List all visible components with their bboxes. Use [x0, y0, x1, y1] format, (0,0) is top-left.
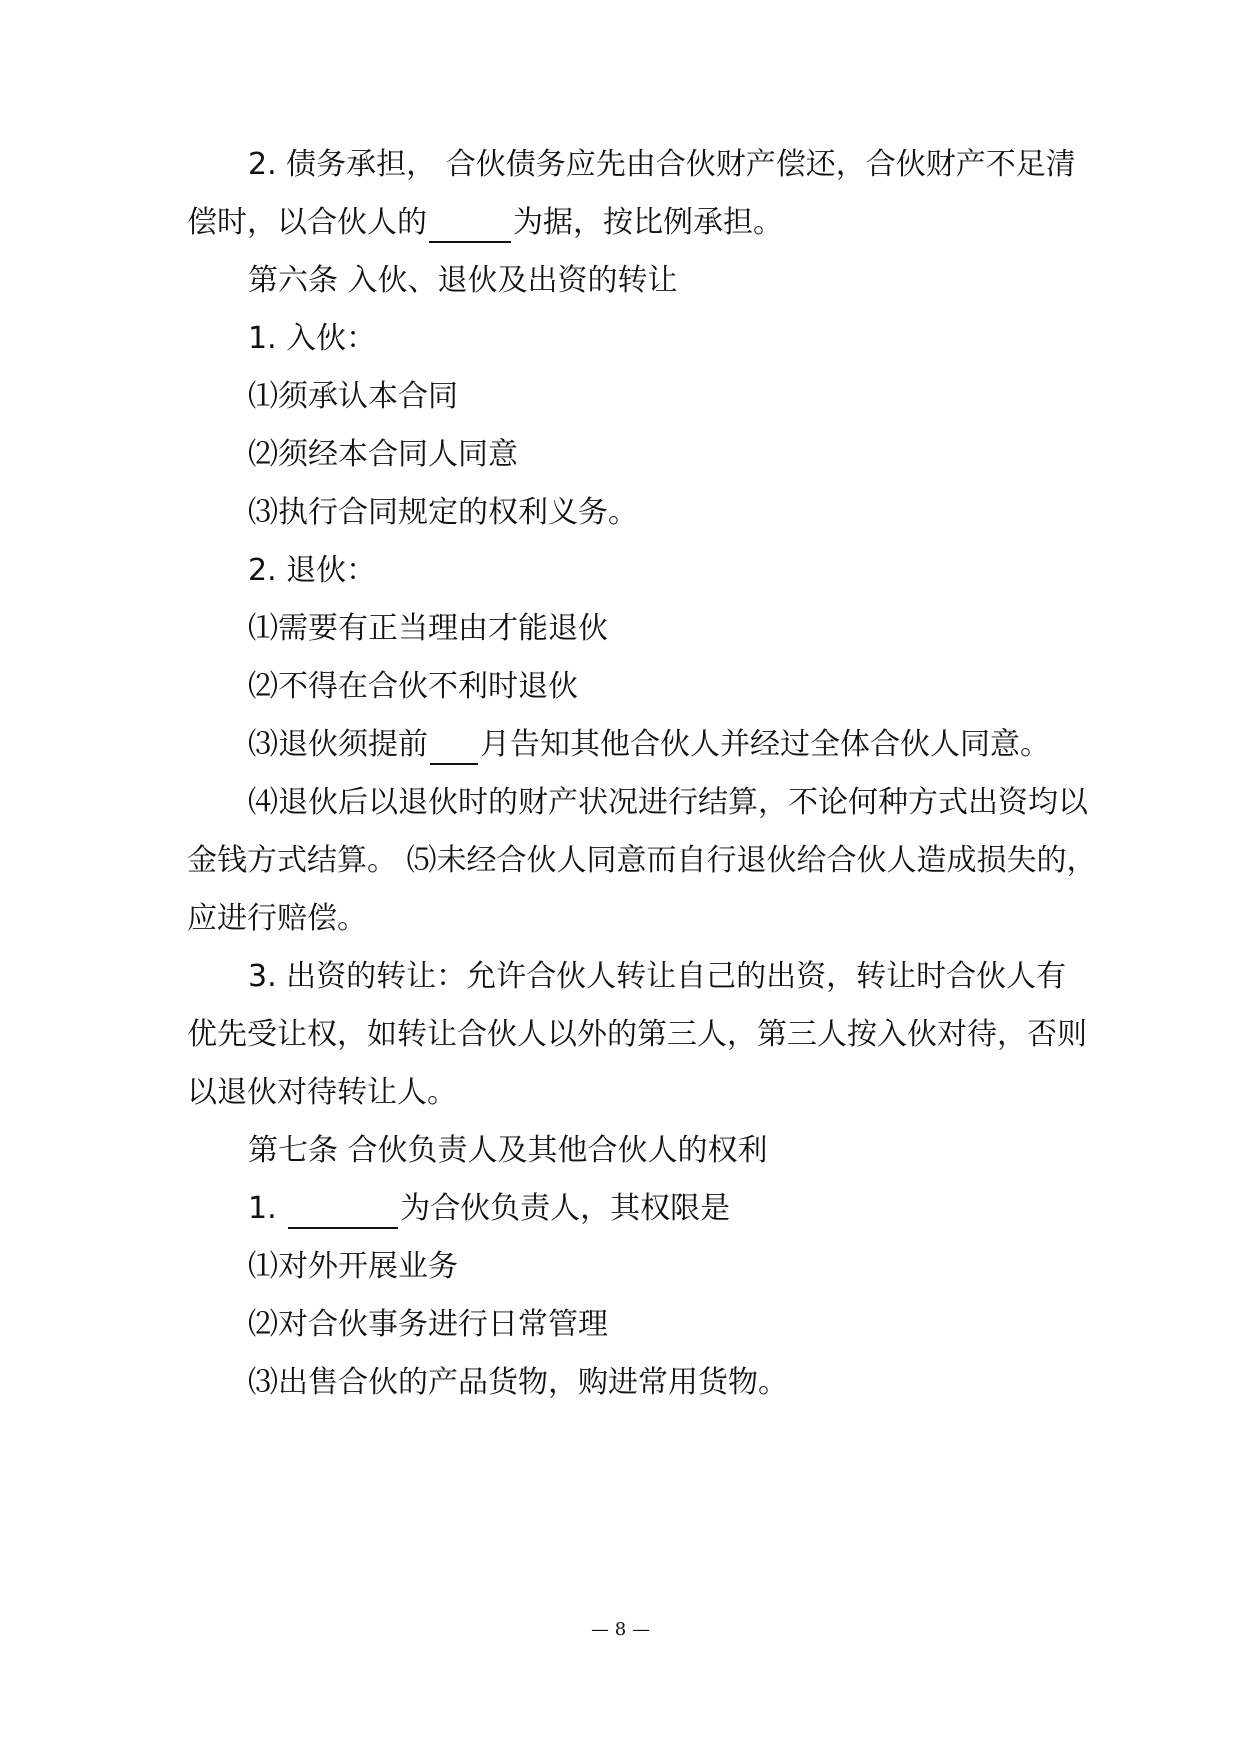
fill-in-blank[interactable] [430, 731, 478, 765]
sub-item [248, 435, 518, 475]
item-join [248, 319, 376, 359]
text: ⑴需要有正当理由才能退伙 [248, 611, 608, 646]
fill-in-blank[interactable] [288, 1195, 398, 1229]
sub-item [248, 377, 458, 417]
text: 月告知其他合伙人并经过全体合伙人同意。 [480, 727, 1050, 762]
clause-debt-line-2 [187, 203, 783, 243]
item-transfer-line-2 [187, 1015, 1087, 1055]
sub-item [248, 493, 638, 533]
text: 金钱方式结算。 ⑸未经合伙人同意而自行退伙给合伙人造成损失的， [187, 843, 1097, 878]
text: ⑵须经本合同人同意 [248, 437, 518, 472]
fill-in-blank[interactable] [429, 209, 511, 243]
text: 2. 退伙： [248, 553, 377, 588]
text: ⑶执行合同规定的权利义务。 [248, 495, 638, 530]
text: 应进行赔偿。 [187, 901, 367, 936]
text: 第七条 合伙负责人及其他合伙人的权利 [248, 1133, 768, 1168]
text: ⑷退伙后以退伙时的财产状况进行结算，不论何种方式出资均以 [248, 785, 1088, 820]
text: 为据，按比例承担。 [513, 205, 783, 240]
sub-item-line-3 [187, 899, 367, 939]
sub-item-line-1 [248, 783, 1088, 823]
sub-item [248, 1363, 788, 1403]
text: ⑴须承认本合同 [248, 379, 458, 414]
sub-item [248, 1247, 458, 1287]
text: ⑵不得在合伙不利时退伙 [248, 669, 578, 704]
text: 1. [248, 1191, 287, 1226]
article-seven-heading [248, 1131, 768, 1171]
page-number: — 8 — [591, 1619, 650, 1640]
text: 优先受让权，如转让合伙人以外的第三人，第三人按入伙对待，否则 [187, 1017, 1087, 1052]
text: 第六条 入伙、退伙及出资的转让 [248, 263, 678, 298]
text: 以退伙对待转让人。 [187, 1075, 457, 1110]
sub-item [248, 725, 1050, 765]
text: 偿时，以合伙人的 [187, 205, 427, 240]
sub-item-line-2 [187, 841, 1097, 881]
sub-item [248, 667, 578, 707]
text: 为合伙负责人，其权限是 [400, 1191, 731, 1226]
sub-item [248, 609, 608, 649]
item-transfer-line-3 [187, 1073, 457, 1113]
item-withdraw [248, 551, 376, 591]
text: ⑴对外开展业务 [248, 1249, 458, 1284]
text: 3. 出资的转让：允许合伙人转让自己的出资，转让时合伙人有 [248, 959, 1067, 994]
text: ⑵对合伙事务进行日常管理 [248, 1307, 608, 1342]
text: 2. 债务承担， 合伙债务应先由合伙财产偿还，合伙财产不足清 [248, 147, 1076, 182]
text: 1. 入伙： [248, 321, 377, 356]
item-transfer-line-1 [248, 957, 1066, 997]
item-manager [248, 1189, 730, 1229]
article-six-heading [248, 261, 678, 301]
text: ⑶出售合伙的产品货物，购进常用货物。 [248, 1365, 788, 1400]
sub-item [248, 1305, 608, 1345]
text: ⑶退伙须提前 [248, 727, 428, 762]
clause-debt-line-1 [248, 145, 1076, 185]
